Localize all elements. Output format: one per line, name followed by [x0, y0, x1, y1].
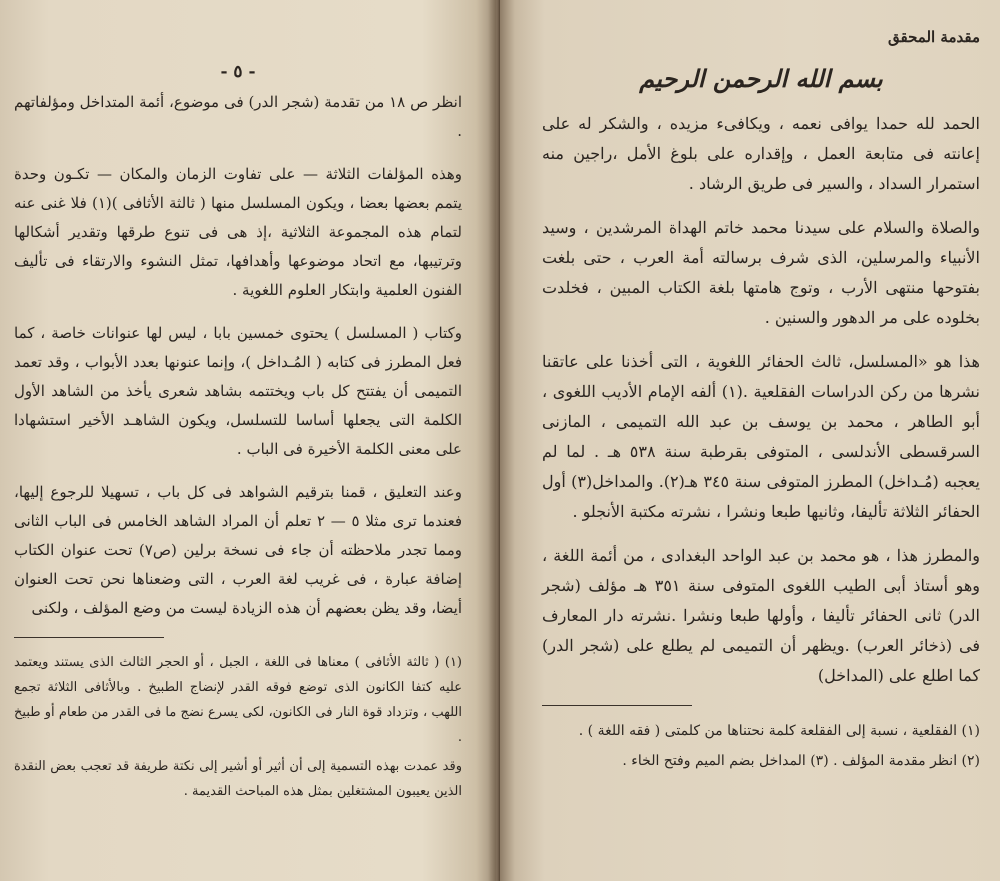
left-paragraph-4: وعند التعليق ، قمنا بترقيم الشواهد فى كل باب ، تسهيلا للرجوع إليها، فعندما ترى مثلا ٥ — ٢ تعلم أن المراد الشاهد الخامس فى الباب الثانى ومما تجدر ملاحظته أن جاء فى نسخة برلين (ص٧) تحت عنوان الكتاب إضافة عبارة ، فى غريب لغة العرب ، التى وضعناها نحن تحت العنوان أيضا، وقد يظن بعضهم أن هذه الزيادة ليست من وضع المؤلف ، ولكنى [14, 483, 463, 617]
right-footnote-1: (١) الفقلعية ، نسبة إلى الفقلعة كلمة نحتناها من كلمتى ( فقه اللغة ) . [578, 723, 980, 739]
right-footnote-2: (٢) انظر مقدمة المؤلف . (٣) المداخل بضم الميم وفتح الخاء . [622, 753, 980, 769]
basmala-heading: بسم الله الرحمن الرحيم [639, 64, 883, 93]
left-paragraph-1: انظر ص ١٨ من تقدمة (شجر الدر) فى موضوع، أئمة المتداخل ومؤلفاتهم . [14, 93, 462, 140]
right-paragraph-4: والمطرز هذا ، هو محمد بن عبد الواحد البغدادى ، من أئمة اللغة ، وهو أستاذ أبى الطيب اللغوى المتوفى سنة ٣٥١ هـ مؤلف (شجر الدر) ثانى الحفائر تأليفا ، وأولها طبعا ونشرا .نشرته دار المعارف فى (ذخائر العرب) .ويظهر أن التميمى لم يطلع على (شجر الدر) كما اطلع على (المداخل) [542, 546, 980, 685]
left-paragraph-3: وكتاب ( المسلسل ) يحتوى خمسين بابا ، ليس لها عنوانات خاصة ، كما فعل المطرز فى كتابه ( المُـداخل )، وإنما عنونها بعدد الأبواب ، وقد تعمد التميمى أن يفتتح كل باب ويختتمه بشاهد شعرى يأخذ من الشاهد الأول الكلمة التى يجعلها أساسا للتسلسل، ويكون الشاهـد الأخير استشهادا على معنى الكلمة الأخيرة فى الباب . [14, 324, 462, 458]
right-paragraph-1: الحمد لله حمدا يوافى نعمه ، ويكافىء مزيده ، والشكر له على إعانته فى متابعة العمل ، وإقداره على بلوغ الأمل ،راجين منه استمرار السداد ، والسير فى طريق الرشاد . [542, 114, 980, 193]
left-page [0, 0, 496, 881]
left-footnote-1: (١) ( ثالثة الأثافى ) معناها فى اللغة ، الجبل ، أو الحجر الثالث الذى يستند ويعتمد عليه كتفا الكانون الذى توضع فوقه القدر لإنضاج الطبيخ . وبالأثافى الثلاثة تجمع اللهب ، وتزداد قوة النار فى الكانون، لكى يسرع نضج ما فى القدر من طعام أو طبيخ . [14, 655, 462, 745]
footnote-divider [14, 637, 164, 638]
left-footnote-2: وقد عمدت بهذه التسمية إلى أن أثير أو أشير إلى نكتة طريفة قد تعجب بعض النقدة الذين يعيبون المشتغلين بمثل هذه المباحث القديمة . [14, 759, 462, 799]
right-page [500, 0, 1000, 881]
footnote-divider [542, 705, 692, 706]
right-paragraph-2: والصلاة والسلام على سيدنا محمد خاتم الهداة المرشدين ، وسيد الأنبياء والمرسلين، الذى شرف برسالته أمة العرب ، حتى بلغت بفتوحها منتهى الأرب ، وتوج هامتها بلغة الكتاب المبين ، فخلدت بخلوده على مر الدهور والسنين . [542, 218, 980, 327]
right-paragraph-3: هذا هو «المسلسل، ثالث الحفائر اللغوية ، التى أخذنا على عاتقنا نشرها من ركن الدراسات الفقلعية .(١) ألفه الإمام الأديب اللغوى ، أبو الطاهر ، محمد بن يوسف بن عبد الله التميمى ، المازنى السرقسطى الأندلسى ، المتوفى بقرطبة سنة ٥٣٨ هـ . لما لم يعجبه (مُـداخل) المطرز المتوفى سنة ٣٤٥ هـ(٢). والمداخل(٣) أول الحفائر الثلاثة تأليفا، وثانيها طبعا ونشرا ، نشرته مكتبة الأنجلو . [542, 352, 981, 521]
left-paragraph-2: وهذه المؤلفات الثلاثة — على تفاوت الزمان والمكان — تكـون وحدة يتمم بعضها بعضا ، ويكون المسلسل منها ( ثالثة الأثافى )(١) فلا غنى عنه لتمام هذه المجموعة الثلاثية ،إذ هى فى تنوع طرقها وتقدير أشكالها وترتيبها، مع اتحاد موضوعها وأهدافها، تمثل النشوء والارتقاء فى تأليف الفنون العلمية وابتكار العلوم اللغوية . [14, 165, 462, 299]
page-number: - ٥ - [220, 62, 256, 82]
running-head: مقدمة المحقق [888, 28, 980, 46]
